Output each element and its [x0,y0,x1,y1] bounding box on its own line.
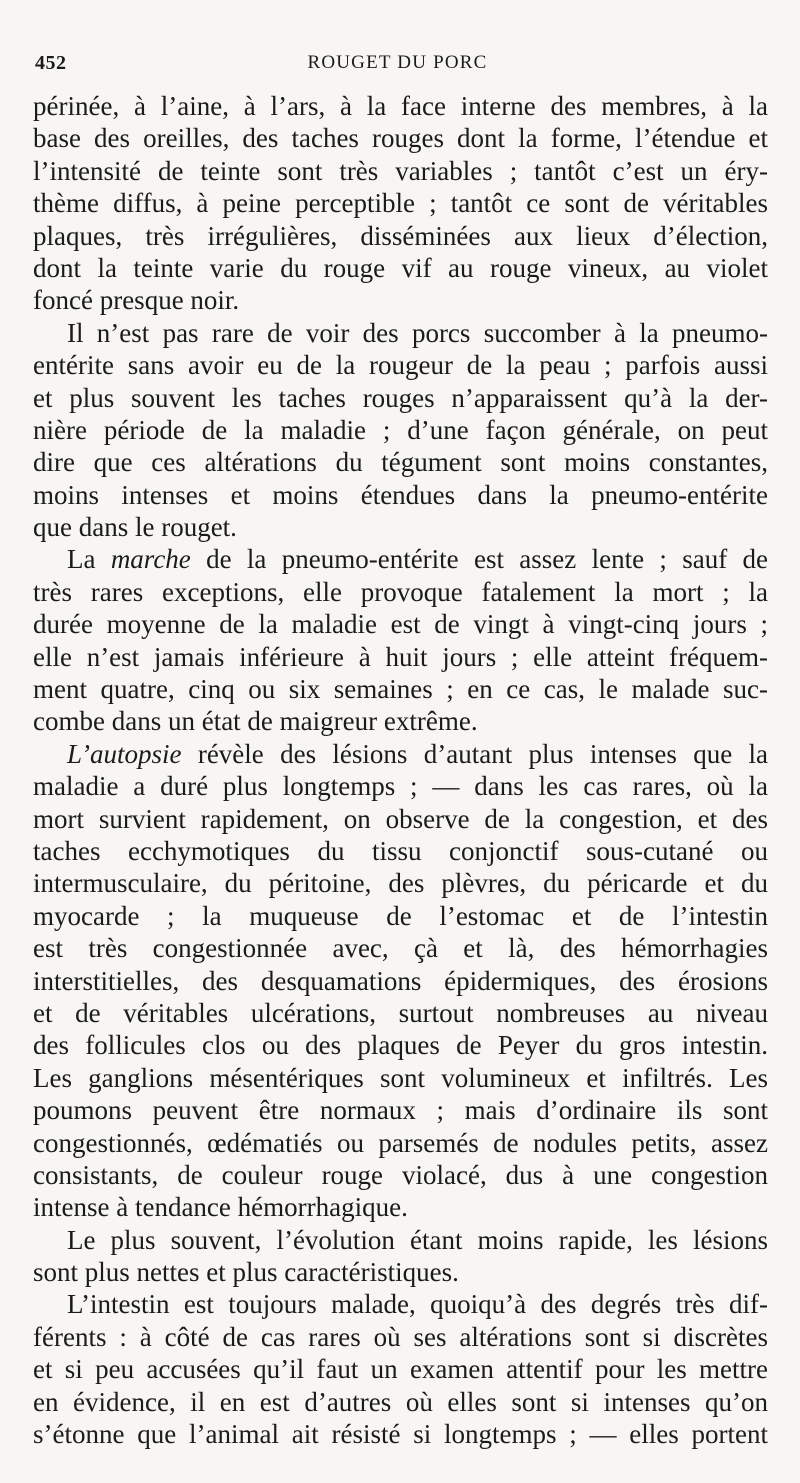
paragraph [33,1288,768,1450]
text-line: intense à tendance hémorrhagique. [33,1192,408,1223]
text-run: de la pneumo-entérite est assez lente ; sauf de [190,544,768,575]
text-line [33,738,768,770]
paragraph [33,317,768,544]
paragraph [33,90,768,317]
text-line: férents : à côté de cas rares où ses altérations sont si discrètes [33,1321,768,1352]
text-line: est très congestionnée avec, çà et là, des hémorrhagies [33,933,768,964]
text-line: nière période de la maladie ; d’une façon générale, on peut [33,414,768,445]
text-line: elle n’est jamais inférieure à huit jours ; elle atteint fréquem- [33,641,768,672]
text-line: moins intenses et moins étendues dans la pneumo-entérite [33,479,768,510]
text-line: très rares exceptions, elle provoque fatalement la mort ; la [33,576,768,607]
italic-term: L’autopsie [67,738,182,769]
text-line: taches ecchymotiques du tissu conjonctif sous-cutané ou [33,835,768,866]
text-line: Il n’est pas rare de voir des porcs succomber à la pneumo- [67,317,768,348]
text-line: Les ganglions mésentériques sont volumineux et infiltrés. Les [33,1062,768,1093]
running-head: ROUGET DU PORC [307,52,488,73]
text-line: base des oreilles, des taches rouges dont la forme, l’étendue et [33,123,768,154]
text-line: s’étonne que l’animal ait résisté si longtemps ; — elles portent [33,1419,768,1450]
paragraph [33,1224,768,1289]
text-run: révèle des lésions d’autant plus intenses que la [181,738,768,769]
paragraph [33,543,768,737]
text-line: durée moyenne de la maladie est de vingt à vingt-cinq jours ; [33,609,768,640]
text-line: mort survient rapidement, on observe de la congestion, et des [33,803,768,834]
text-line: poumons peuvent être normaux ; mais d’ordinaire ils sont [33,1095,768,1126]
text-line: sont plus nettes et plus caractéristiques. [33,1257,459,1288]
paragraph [33,738,768,1224]
text-line: entérite sans avoir eu de la rougeur de la peau ; parfois aussi [33,350,768,381]
text-line: ment quatre, cinq ou six semaines ; en ce cas, le malade suc- [33,674,768,705]
text-line: plaques, très irrégulières, disséminées aux lieux d’élection, [33,220,768,251]
page-header [35,52,760,92]
text-line: thème diffus, à peine perceptible ; tantôt ce sont de véritables [33,188,768,219]
page-number: 452 [35,52,67,74]
text-line: périnée, à l’aine, à l’ars, à la face interne des membres, à la [33,91,768,121]
text-line: et si peu accusées qu’il faut un examen attentif pour les mettre [33,1354,768,1385]
text-line: dire que ces altérations du tégument sont moins constantes, [33,447,768,478]
text-line: interstitielles, des desquamations épidermiques, des érosions [33,965,768,996]
italic-term: marche [110,544,191,575]
text-line: des follicules clos ou des plaques de Peyer du gros intestin. [33,1030,768,1061]
text-line: et de véritables ulcérations, surtout nombreuses au niveau [33,997,768,1028]
text-line: dont la teinte varie du rouge vif au rouge vineux, au violet [33,252,768,283]
text-line: foncé presque noir. [33,285,240,316]
text-line: intermusculaire, du péritoine, des plèvres, du péricarde et du [33,868,768,899]
text-line: combe dans un état de maigreur extrême. [33,706,478,737]
page-body [33,90,768,1450]
text-line: Le plus souvent, l’évolution étant moins rapide, les lésions [67,1224,768,1255]
text-line: L’intestin est toujours malade, quoiqu’à des degrés très dif- [67,1289,768,1320]
text-line: consistants, de couleur rouge violacé, dus à une congestion [33,1159,768,1190]
text-line: que dans le rouget. [33,512,237,543]
text-line: myocarde ; la muqueuse de l’estomac et de l’intestin [33,900,768,931]
text-line: et plus souvent les taches rouges n’apparaissent qu’à la der- [33,382,768,413]
text-run: La [67,544,111,575]
text-line [33,543,768,575]
text-line: l’intensité de teinte sont très variables ; tantôt c’est un éry- [33,155,768,186]
text-line: congestionnés, œdématiés ou parsemés de nodules petits, assez [33,1127,768,1158]
text-line: maladie a duré plus longtemps ; — dans les cas rares, où la [33,771,768,802]
text-line: en évidence, il en est d’autres où elles sont si intenses qu’on [33,1386,768,1417]
